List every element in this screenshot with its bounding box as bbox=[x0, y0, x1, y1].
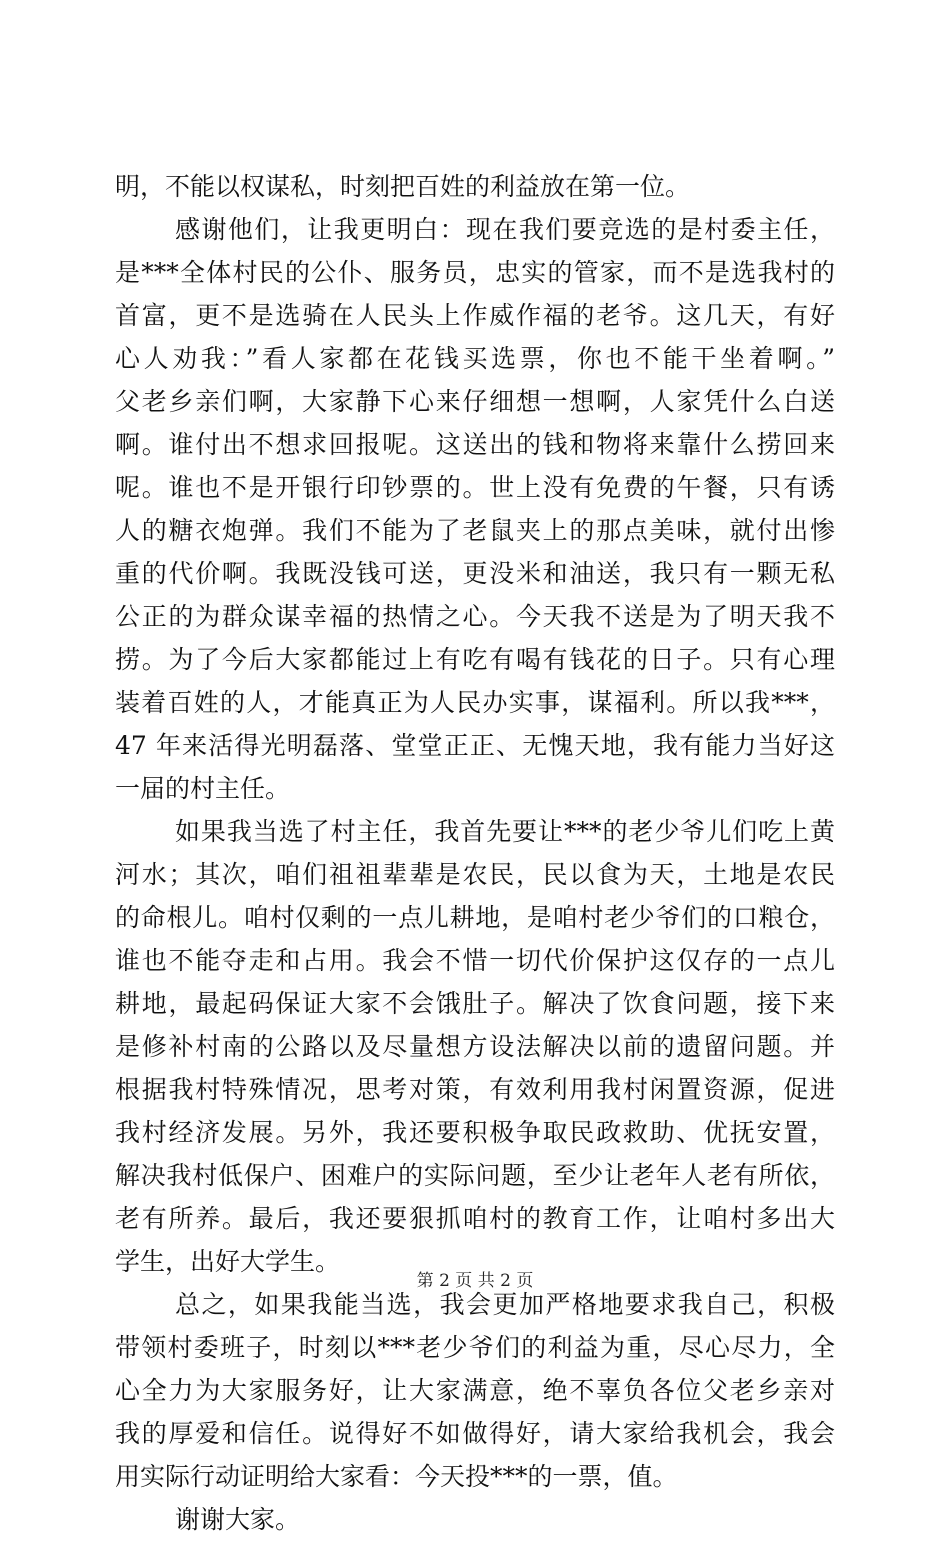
text-line: 首富，更不是选骑在人民头上作威作福的老爷。这几天，有好 bbox=[115, 301, 835, 330]
text-line: 的命根儿。咱村仅剩的一点儿耕地，是咱村老少爷们的口粮仓， bbox=[115, 903, 835, 932]
text-line: 人的糖衣炮弹。我们不能为了老鼠夹上的那点美味，就付出惨 bbox=[115, 516, 835, 545]
text-line: 带领村委班子，时刻以***老少爷们的利益为重，尽心尽力，全 bbox=[115, 1333, 835, 1362]
text-line: 47 年来活得光明磊落、堂堂正正、无愧天地，我有能力当好这 bbox=[115, 731, 835, 760]
text-line: 装着百姓的人，才能真正为人民办实事，谋福利。所以我***， bbox=[115, 688, 835, 717]
text-line: 心全力为大家服务好，让大家满意，绝不辜负各位父老乡亲对 bbox=[115, 1376, 835, 1405]
text-line: 学生，出好大学生。 bbox=[115, 1247, 341, 1276]
text-line: 总之，如果我能当选，我会更加严格地要求我自己，积极 bbox=[175, 1290, 835, 1319]
page-footer: 第 2 页 共 2 页 bbox=[416, 1271, 534, 1291]
text-line: 父老乡亲们啊，大家静下心来仔细想一想啊，人家凭什么白送 bbox=[115, 387, 835, 416]
text-line: 根据我村特殊情况，思考对策，有效利用我村闲置资源，促进 bbox=[115, 1075, 835, 1104]
document-body bbox=[115, 165, 835, 1541]
text-line: 耕地，最起码保证大家不会饿肚子。解决了饮食问题，接下来 bbox=[115, 989, 835, 1018]
text-line: 谁也不能夺走和占用。我会不惜一切代价保护这仅存的一点儿 bbox=[115, 946, 835, 975]
text-line: 解决我村低保户、困难户的实际问题，至少让老年人老有所依， bbox=[115, 1161, 835, 1190]
text-line: 重的代价啊。我既没钱可送，更没米和油送，我只有一颗无私 bbox=[115, 559, 835, 588]
text-line: 呢。谁也不是开银行印钞票的。世上没有免费的午餐，只有诱 bbox=[115, 473, 835, 502]
text-line: 心人劝我：”看人家都在花钱买选票，你也不能干坐着啊。” bbox=[115, 344, 835, 373]
text-line: 感谢他们，让我更明白：现在我们要竞选的是村委主任， bbox=[175, 215, 835, 244]
text-line: 啊。谁付出不想求回报呢。这送出的钱和物将来靠什么捞回来 bbox=[115, 430, 835, 459]
text-line: 我村经济发展。另外，我还要积极争取民政救助、优抚安置， bbox=[115, 1118, 835, 1147]
text-line: 公正的为群众谋幸福的热情之心。今天我不送是为了明天我不 bbox=[115, 602, 835, 631]
text-line: 是修补村南的公路以及尽量想方设法解决以前的遗留问题。并 bbox=[115, 1032, 835, 1061]
text-line: 是***全体村民的公仆、服务员，忠实的管家，而不是选我村的 bbox=[115, 258, 835, 287]
text-line: 如果我当选了村主任，我首先要让***的老少爷儿们吃上黄 bbox=[175, 817, 835, 846]
text-line: 谢谢大家。 bbox=[175, 1505, 301, 1534]
text-line: 河水；其次，咱们祖祖辈辈是农民，民以食为天，土地是农民 bbox=[115, 860, 835, 889]
text-line: 捞。为了今后大家都能过上有吃有喝有钱花的日子。只有心理 bbox=[115, 645, 835, 674]
text-line: 明，不能以权谋私，时刻把百姓的利益放在第一位。 bbox=[115, 172, 691, 201]
text-line: 老有所养。最后，我还要狠抓咱村的教育工作，让咱村多出大 bbox=[115, 1204, 835, 1233]
text-line: 我的厚爱和信任。说得好不如做得好，请大家给我机会，我会 bbox=[115, 1419, 835, 1448]
text-line: 一届的村主任。 bbox=[115, 774, 291, 803]
text-line: 用实际行动证明给大家看：今天投***的一票，值。 bbox=[115, 1462, 678, 1491]
